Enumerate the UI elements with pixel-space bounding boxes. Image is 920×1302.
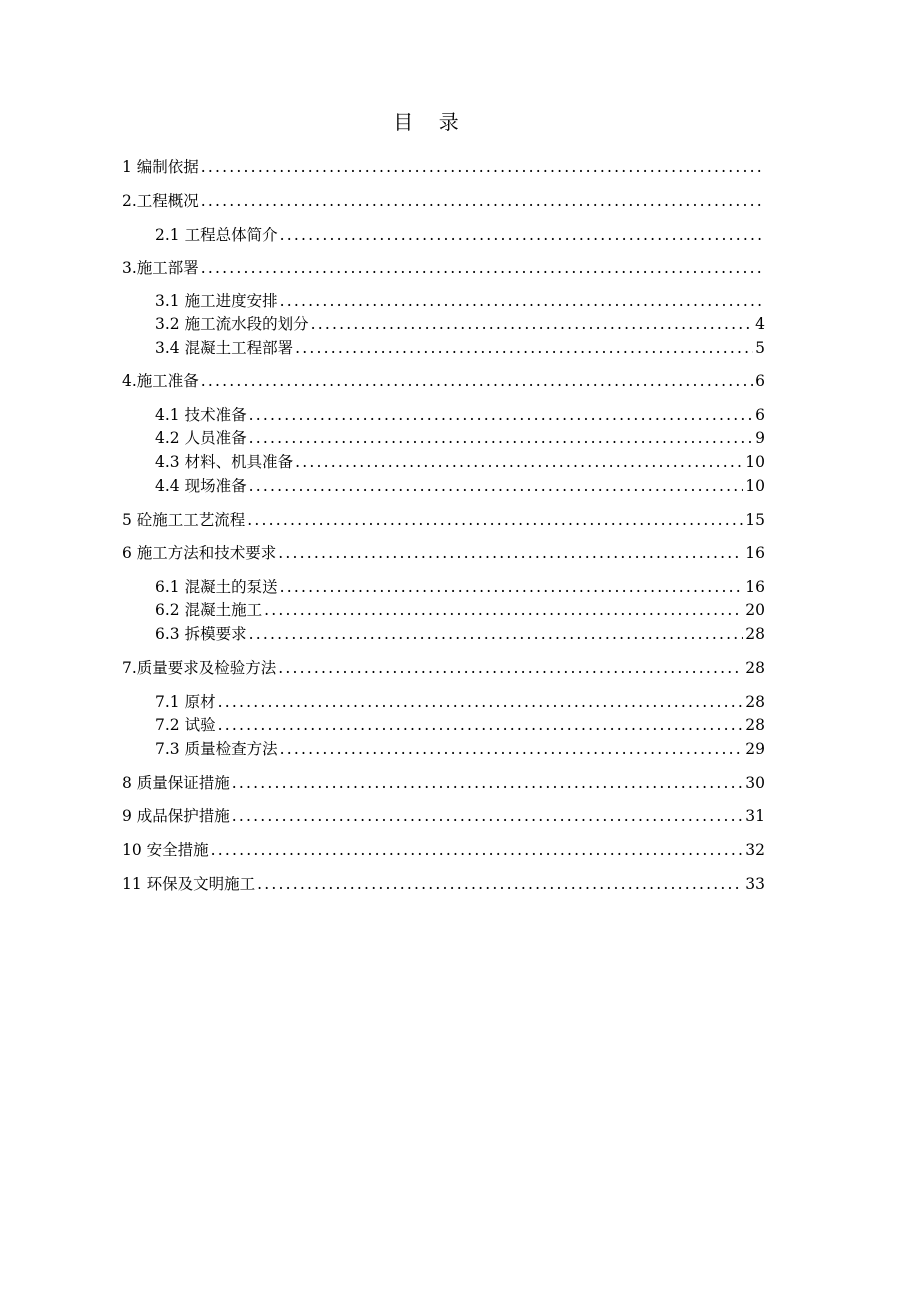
toc-entry-page-number: 28 xyxy=(745,625,765,643)
toc-dot-leader xyxy=(295,451,743,473)
toc-entry-page-number: 33 xyxy=(745,875,765,893)
toc-entry[interactable] xyxy=(155,313,765,335)
toc-entry-page-number: 30 xyxy=(745,774,765,792)
toc-dot-leader xyxy=(201,257,763,279)
toc-entry-page-number: 4 xyxy=(755,315,765,333)
toc-entry-label: 7.1 原材 xyxy=(155,693,216,711)
toc-entry[interactable] xyxy=(155,404,765,426)
toc-entry-label: 7.质量要求及检验方法 xyxy=(122,659,277,677)
toc-dot-leader xyxy=(232,772,743,794)
toc-entry-page-number: 28 xyxy=(745,659,765,677)
toc-entry[interactable] xyxy=(155,475,765,497)
toc-dot-leader xyxy=(280,576,744,598)
toc-dot-leader xyxy=(218,691,744,713)
toc-entry[interactable] xyxy=(122,839,765,861)
toc-entry-label: 4.施工准备 xyxy=(122,372,199,390)
toc-entry-page-number: 6 xyxy=(755,406,765,424)
toc-dot-leader xyxy=(278,542,743,564)
toc-entry-label: 4.1 技术准备 xyxy=(155,406,247,424)
toc-dot-leader xyxy=(249,404,754,426)
toc-entry-page-number: 10 xyxy=(745,453,765,471)
toc-dot-leader xyxy=(249,427,754,449)
toc-dot-leader xyxy=(232,805,743,827)
toc-entry[interactable] xyxy=(155,337,765,359)
toc-entry[interactable] xyxy=(155,599,765,621)
toc-dot-leader xyxy=(264,599,743,621)
toc-dot-leader xyxy=(247,509,743,531)
toc-entry-label: 4.3 材料、机具准备 xyxy=(155,453,294,471)
toc-entry[interactable] xyxy=(155,576,765,598)
toc-entry-label: 6 施工方法和技术要求 xyxy=(122,544,277,562)
toc-dot-leader xyxy=(211,839,744,861)
toc-entry-page-number: 6 xyxy=(755,372,765,390)
toc-entry-label: 3.4 混凝土工程部署 xyxy=(155,339,294,357)
toc-entry-label: 7.3 质量检查方法 xyxy=(155,740,278,758)
toc-dot-leader xyxy=(280,738,744,760)
toc-entry-label: 3.施工部署 xyxy=(122,259,199,277)
toc-dot-leader xyxy=(278,657,743,679)
toc-entry-label: 5 砼施工工艺流程 xyxy=(122,511,246,529)
toc-entry[interactable] xyxy=(122,805,765,827)
toc-entry[interactable] xyxy=(155,290,765,312)
toc-dot-leader xyxy=(280,224,763,246)
toc-entry[interactable] xyxy=(122,873,765,895)
toc-entry-page-number: 20 xyxy=(745,601,765,619)
toc-entry[interactable] xyxy=(122,370,765,392)
toc-entry-label: 11 环保及文明施工 xyxy=(122,875,256,893)
toc-entry-label: 6.1 混凝土的泵送 xyxy=(155,578,278,596)
toc-dot-leader xyxy=(201,370,753,392)
toc-entry-page-number: 28 xyxy=(745,693,765,711)
toc-entry-label: 1 编制依据 xyxy=(122,158,199,176)
toc-entry-label: 8 质量保证措施 xyxy=(122,774,230,792)
toc-dot-leader xyxy=(311,313,754,335)
toc-entry-page-number: 15 xyxy=(745,511,765,529)
toc-entry-label: 10 安全措施 xyxy=(122,841,209,859)
toc-entry-page-number: 16 xyxy=(745,578,765,596)
toc-entry-label: 3.2 施工流水段的划分 xyxy=(155,315,309,333)
toc-entry-label: 7.2 试验 xyxy=(155,716,216,734)
toc-entry[interactable] xyxy=(122,190,765,212)
toc-dot-leader xyxy=(280,290,763,312)
toc-entry-page-number: 16 xyxy=(745,544,765,562)
toc-entry-label: 6.3 拆模要求 xyxy=(155,625,247,643)
toc-entry[interactable] xyxy=(122,257,765,279)
toc-entry-page-number: 32 xyxy=(745,841,765,859)
toc-entry[interactable] xyxy=(155,714,765,736)
toc-entry[interactable] xyxy=(155,623,765,645)
toc-entry[interactable] xyxy=(155,738,765,760)
toc-entry-label: 2.1 工程总体简介 xyxy=(155,226,278,244)
toc-entry[interactable] xyxy=(155,427,765,449)
toc-entry[interactable] xyxy=(155,451,765,473)
toc-dot-leader xyxy=(249,623,744,645)
toc-entry[interactable] xyxy=(122,657,765,679)
toc-entry-page-number: 10 xyxy=(745,477,765,495)
toc-entry[interactable] xyxy=(155,224,765,246)
toc-entry[interactable] xyxy=(155,691,765,713)
toc-entry-page-number: 5 xyxy=(755,339,765,357)
toc-dot-leader xyxy=(201,156,763,178)
toc-entry-label: 3.1 施工进度安排 xyxy=(155,292,278,310)
toc-entry-label: 6.2 混凝土施工 xyxy=(155,601,263,619)
toc-dot-leader xyxy=(295,337,753,359)
toc-entry-page-number: 28 xyxy=(745,716,765,734)
toc-entry-label: 4.4 现场准备 xyxy=(155,477,247,495)
toc-entry-label: 2.工程概况 xyxy=(122,192,199,210)
toc-entry[interactable] xyxy=(122,542,765,564)
toc-dot-leader xyxy=(257,873,743,895)
toc-title: 目 录 xyxy=(393,110,459,134)
toc-entry-label: 9 成品保护措施 xyxy=(122,807,230,825)
toc-entry-label: 4.2 人员准备 xyxy=(155,429,247,447)
toc-entry[interactable] xyxy=(122,509,765,531)
toc-dot-leader xyxy=(218,714,744,736)
toc-entry-page-number: 29 xyxy=(745,740,765,758)
toc-dot-leader xyxy=(201,190,763,212)
toc-entry-page-number: 9 xyxy=(755,429,765,447)
toc-entry-page-number: 31 xyxy=(745,807,765,825)
toc-entry[interactable] xyxy=(122,772,765,794)
toc-entry[interactable] xyxy=(122,156,765,178)
toc-dot-leader xyxy=(249,475,744,497)
